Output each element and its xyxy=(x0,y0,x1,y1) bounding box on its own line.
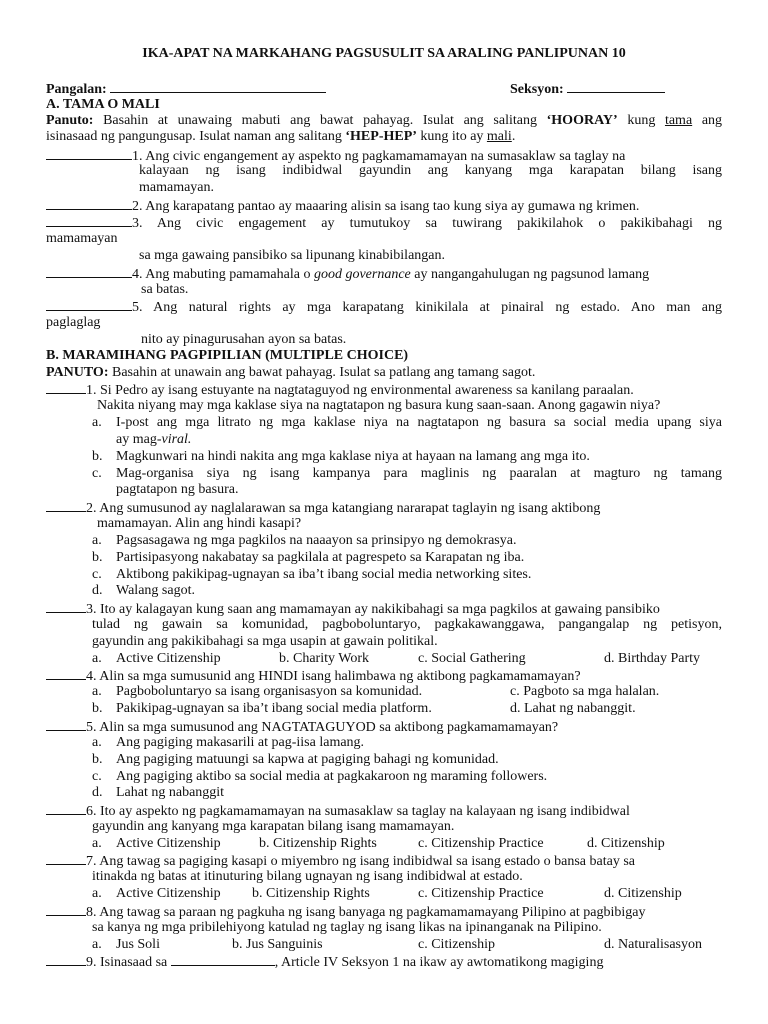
part-b-heading: B. MARAMIHANG PAGPIPILIAN (MULTIPLE CHOICE) xyxy=(46,348,409,363)
option-letter: a. xyxy=(92,886,102,901)
answer-blank[interactable] xyxy=(46,902,86,916)
answer-blank[interactable] xyxy=(46,952,86,966)
option-letter: d. xyxy=(92,785,103,800)
mc-6-option-a[interactable]: Active Citizenship xyxy=(116,836,221,851)
option-letter: c. xyxy=(92,567,102,582)
answer-blank[interactable] xyxy=(46,498,86,512)
mc-8-option-c[interactable]: c. Citizenship xyxy=(418,937,495,952)
section-blank[interactable] xyxy=(567,79,665,93)
option-letter: a. xyxy=(92,684,102,699)
mc-3-option-a[interactable]: Active Citizenship xyxy=(116,651,221,666)
option-letter: b. xyxy=(92,752,103,767)
name-blank[interactable] xyxy=(110,79,326,93)
mc-item-text: 1. Si Pedro ay isang estuyante na nagtataguyod ng environmental awareness sa kanilang paraalan. xyxy=(86,383,634,398)
mc-8-option-b[interactable]: b. Jus Sanguinis xyxy=(232,937,323,952)
mc-item-text: 5. Alin sa mga sumusunod ang NAGTATAGUYOD sa aktibong pagkamamamayan? xyxy=(86,720,559,735)
option-letter: a. xyxy=(92,735,102,750)
mc-8-option-d[interactable]: d. Naturalisasyon xyxy=(604,937,702,952)
mc-2-option-d[interactable]: Walang sagot. xyxy=(116,583,195,598)
panuto-label: PANUTO: xyxy=(46,365,109,380)
option-letter: a. xyxy=(92,415,102,430)
tf-item-text-2: ay nangangahulugan ng pagsunod lamang xyxy=(414,267,650,282)
answer-blank[interactable] xyxy=(46,599,86,613)
tf-item-4-cont: sa batas. xyxy=(141,282,189,297)
part-a-instructions-line1 xyxy=(46,112,722,129)
panuto-text: Basahin at unawaing mabuti ang bawat pahayag. Isulat ang salitang xyxy=(103,113,537,128)
option-letter: d. xyxy=(92,583,103,598)
mc-4-option-a[interactable]: Pagboboluntaryo sa isang organisasyon sa komunidad. xyxy=(116,684,423,699)
mc-item-text: 8. Ang tawag sa paraan ng pagkuha ng isang banyaga ng pagkamamamayang Pilipino at pagbibigay xyxy=(86,905,646,920)
name-label: Pangalan: xyxy=(46,82,107,97)
part-a-heading: A. TAMA O MALI xyxy=(46,97,160,112)
option-letter: c. xyxy=(92,769,102,784)
mali-word: mali xyxy=(486,129,512,144)
mc-7-option-d[interactable]: d. Citizenship xyxy=(604,886,682,901)
mc-1-option-b[interactable]: Magkunwari na hindi nakita ang mga kaklase niya at hayaan na lamang ang mga ito. xyxy=(116,449,590,464)
answer-blank[interactable] xyxy=(46,717,86,731)
answer-blank[interactable] xyxy=(46,666,86,680)
mc-7-option-b[interactable]: b. Citizenship Rights xyxy=(252,886,370,901)
ang-word: ang xyxy=(701,113,723,128)
tf-item-3 xyxy=(46,213,722,232)
tf-item-text: 2. Ang karapatang pantao ay maaaring alisin sa isang tao kung siya ay gumawa ng krimen. xyxy=(132,199,640,214)
hephep-word: ‘HEP-HEP’ xyxy=(345,129,417,144)
option-letter: a. xyxy=(92,651,102,666)
tf-item-1-cont2: mamamayan. xyxy=(139,180,215,195)
mc-item-2-cont: mamamayan. Alin ang hindi kasapi? xyxy=(97,516,302,531)
mc-8-option-a[interactable]: Jus Soli xyxy=(116,937,160,952)
hooray-word: ‘HOORAY’ xyxy=(546,113,618,128)
fill-in-blank[interactable] xyxy=(171,952,275,966)
mc-3-option-d[interactable]: d. Birthday Party xyxy=(604,651,701,666)
mc-6-option-b[interactable]: b. Citizenship Rights xyxy=(259,836,377,851)
viral-word: viral. xyxy=(161,432,192,447)
part-a-instructions-line2 xyxy=(46,128,515,145)
mc-7-option-a[interactable]: Active Citizenship xyxy=(116,886,221,901)
good-governance-term: good governance xyxy=(313,267,411,282)
section-field xyxy=(510,79,665,98)
tf-item-5-cont: paglaglag xyxy=(46,315,101,330)
panuto-period: . xyxy=(511,129,516,144)
answer-blank[interactable] xyxy=(46,297,132,311)
mc-item-8-cont: sa kanya ng mga pribilehiyong katulad ng taglay ng isang likas na ipinanganak na Pilipino. xyxy=(92,920,602,935)
option-letter: a. xyxy=(92,937,102,952)
mc-item-9 xyxy=(46,952,603,971)
option-letter: b. xyxy=(92,449,103,464)
part-b-instructions xyxy=(46,364,535,381)
mc-2-option-b[interactable]: Partisipasyong nakabatay sa pagkilala at pagrespeto sa Karapatan ng iba. xyxy=(116,550,525,565)
panuto-text: Basahin at unawain ang bawat pahayag. Isulat sa patlang ang tamang sagot. xyxy=(111,365,536,380)
tf-item-5 xyxy=(46,297,722,316)
answer-blank[interactable] xyxy=(46,851,86,865)
option-letter: c. xyxy=(92,466,102,481)
tf-item-1-cont: kalayaan ng isang indibidwal gayundin ang kanyang mga karapatan bilang isang xyxy=(139,163,722,178)
tf-item-4 xyxy=(46,264,649,283)
mc-2-option-c[interactable]: Aktibong pakikipag-ugnayan sa iba’t ibang social media networking sites. xyxy=(116,567,532,582)
tf-item-3-cont: mamamayan xyxy=(46,231,118,246)
mc-7-option-c[interactable]: c. Citizenship Practice xyxy=(418,886,544,901)
option-text: ay mag- xyxy=(116,432,162,447)
exam-title: IKA-APAT NA MARKAHANG PAGSUSULIT SA ARALING PANLIPUNAN 10 xyxy=(142,46,626,61)
mc-item-text: 7. Ang tawag sa pagiging kasapi o miyembro ng isang indibidwal sa isang estado o bansa batay sa xyxy=(86,854,636,869)
answer-blank[interactable] xyxy=(46,801,86,815)
answer-blank[interactable] xyxy=(46,380,86,394)
mc-item-6-cont: gayundin ang kanyang mga karapatan bilang isang mamamayan. xyxy=(92,819,455,834)
mc-5-option-c[interactable]: Ang pagiging aktibo sa social media at pagkakaroon ng maraming followers. xyxy=(116,769,548,784)
answer-blank[interactable] xyxy=(46,264,132,278)
panuto-label: Panuto: xyxy=(46,113,94,128)
panuto-text-2: isinasaad ng pangungusap. Isulat naman ang salitang xyxy=(46,129,342,144)
answer-blank[interactable] xyxy=(46,213,132,227)
mc-item-text: 9. Isinasaad sa xyxy=(86,955,168,970)
mc-item-text: 4. Alin sa mga sumusunid ang HINDI isang halimbawa ng aktibong pagkamamamayan? xyxy=(86,669,581,684)
section-label: Seksyon: xyxy=(510,82,564,97)
option-letter: a. xyxy=(92,836,102,851)
mc-1-option-a-cont xyxy=(116,431,191,448)
mc-1-option-c[interactable]: Mag-organisa siya ng isang kampanya para maglinis ng paaralan at magturo ng tamang xyxy=(116,466,722,481)
mc-5-option-b[interactable]: Ang pagiging matuungi sa kapwa at pagiging bahagi ng komunidad. xyxy=(116,752,499,767)
mc-1-option-c-cont: pagtatapon ng basura. xyxy=(116,482,239,497)
tf-item-3-cont2: sa mga gawaing pansibiko sa lipunang kinabibilangan. xyxy=(139,248,445,263)
mc-3-option-b[interactable]: b. Charity Work xyxy=(279,651,369,666)
option-letter: b. xyxy=(92,550,103,565)
mc-5-option-a[interactable]: Ang pagiging makasarili at pag-iisa lamang. xyxy=(116,735,365,750)
mc-item-3-cont: tulad ng gawain sa komunidad, pagboboluntaryo, pagkakawanggawa, pangangalap ng petisyon, xyxy=(92,617,722,632)
answer-blank[interactable] xyxy=(46,196,132,210)
mc-4-option-b[interactable]: Pakikipag-ugnayan sa iba’t ibang social media platform. xyxy=(116,701,432,716)
tf-item-5-cont2: nito ay pinagurusahan ayon sa batas. xyxy=(141,332,347,347)
tf-item-text: 5. Ang natural rights ay mga karapatang kinikilala at pinairal ng estado. Ano man ang xyxy=(132,300,722,315)
answer-blank[interactable] xyxy=(46,146,132,160)
tf-item-text: 4. Ang mabuting pamamahala o xyxy=(132,267,311,282)
mc-2-option-a[interactable]: Pagsasagawa ng mga pagkilos na naaayon sa prinsipyo ng demokrasya. xyxy=(116,533,517,548)
mc-item-text-2: , Article IV Seksyon 1 na ikaw ay awtomatikong magiging xyxy=(274,955,604,970)
mc-item-text: 3. Ito ay kalagayan kung saan ang mamamayan ay nakikibahagi sa mga pagkilos at gawaing pansibiko xyxy=(86,602,660,617)
mc-item-3-cont2: gayundin ang pakikibahagi sa mga usapin at gawain politikal. xyxy=(92,634,438,649)
kung-word: kung xyxy=(627,113,656,128)
mc-item-text: 6. Ito ay aspekto ng pagkamamamayan na sumasaklaw sa taglay na kalayaan ng isang indibidwal xyxy=(86,804,630,819)
mc-3-option-c[interactable]: c. Social Gathering xyxy=(418,651,526,666)
mc-item-7-cont: itinakda ng batas at itinuturing bilang ugnayan ng isang indibidwal at estado. xyxy=(92,869,523,884)
mc-item-text: 2. Ang sumusunod ay naglalarawan sa mga katangiang nararapat taglayin ng isang aktibong xyxy=(86,501,601,516)
tama-word: tama xyxy=(664,113,693,128)
mc-item-1-cont: Nakita niyang may mga kaklase siya na nagtatapon ng basura kung saan-saan. Anong gagawin niya? xyxy=(97,398,661,413)
mc-4-option-d[interactable]: d. Lahat ng nabanggit. xyxy=(510,701,636,716)
mc-1-option-a[interactable]: I-post ang mga litrato ng mga kaklase niya na nagtatapon ng basura sa social media upang siya xyxy=(116,415,722,430)
panuto-text-3: kung ito ay xyxy=(420,129,484,144)
option-letter: a. xyxy=(92,533,102,548)
mc-5-option-d[interactable]: Lahat ng nabanggit xyxy=(116,785,225,800)
option-letter: b. xyxy=(92,701,103,716)
mc-4-option-c[interactable]: c. Pagboto sa mga halalan. xyxy=(510,684,660,699)
mc-6-option-d[interactable]: d. Citizenship xyxy=(587,836,665,851)
tf-item-text: 1. Ang civic engangement ay aspekto ng pagkamamamayan na sumasaklaw sa taglay na xyxy=(132,149,626,164)
mc-6-option-c[interactable]: c. Citizenship Practice xyxy=(418,836,544,851)
tf-item-text: 3. Ang civic engagement ay tumutukoy sa tuwirang pakikilahok o pakikibahagi ng xyxy=(132,216,722,231)
